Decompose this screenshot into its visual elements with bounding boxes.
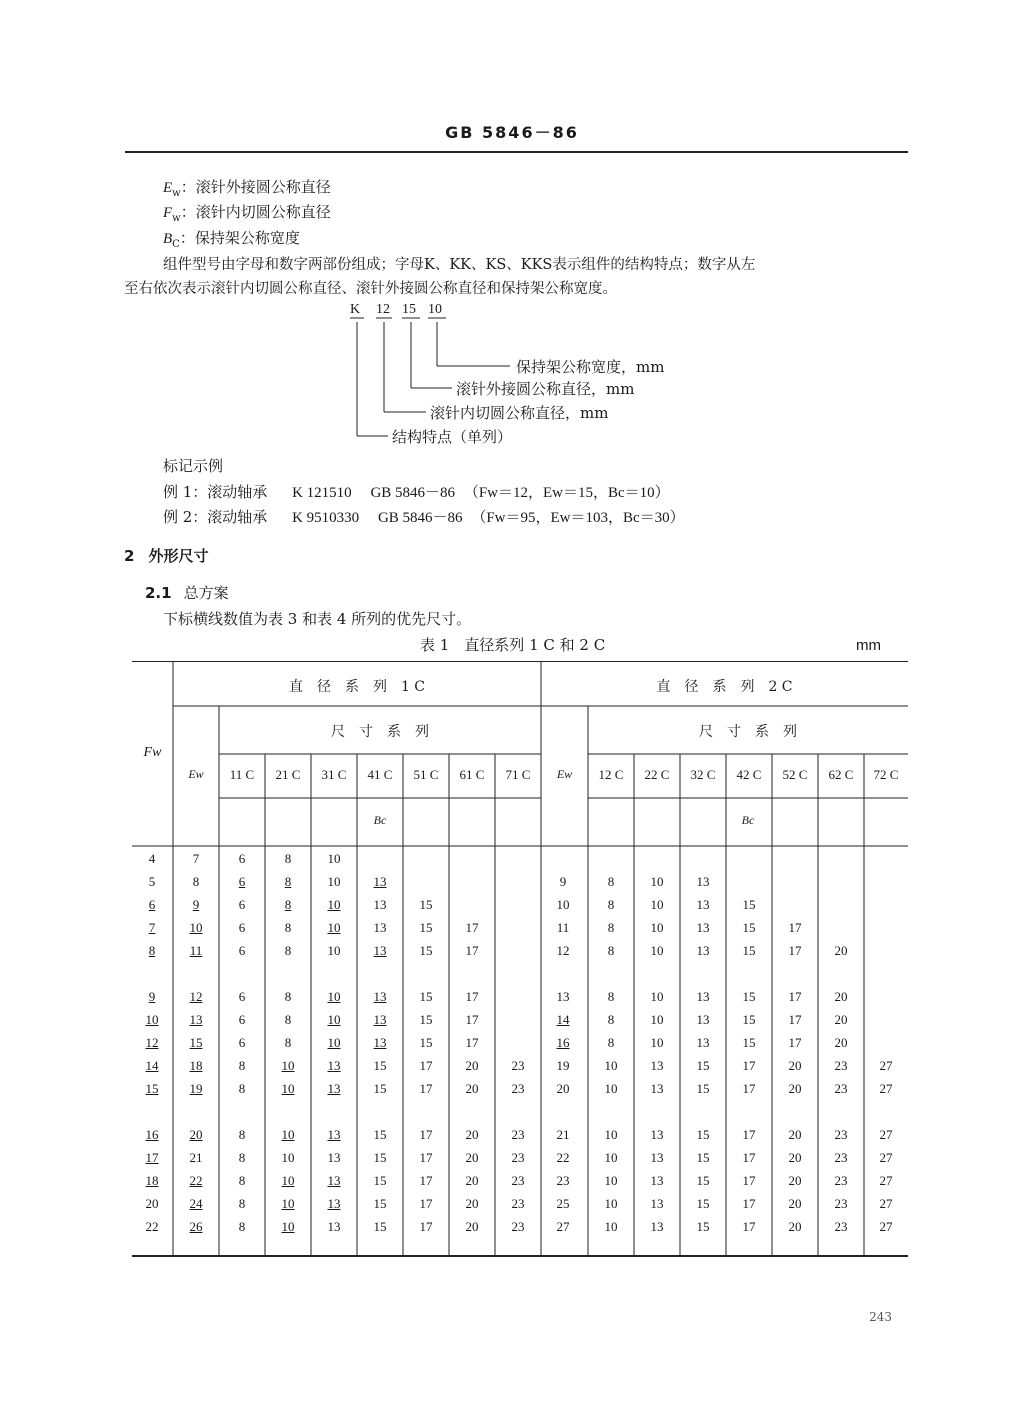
table-cell: 17: [742, 1196, 756, 1211]
table-cell: 8: [238, 1219, 246, 1234]
table-cell: 15: [696, 1196, 710, 1211]
section-number: 2: [124, 547, 135, 565]
table-cell: 20: [465, 1127, 479, 1142]
table-cell: 20: [145, 1196, 159, 1211]
paragraph-line-2: 至右依次表示滚针内切圆公称直径、滚针外接圆公称直径和保持架公称宽度。: [124, 281, 617, 297]
table-cell: 17: [465, 943, 479, 958]
table-cell: 10: [327, 1035, 341, 1050]
table-cell: 15: [373, 1150, 387, 1165]
table-cell: 6: [238, 920, 246, 935]
group2-bc: Bc: [741, 813, 755, 827]
table-cell: 10: [650, 989, 664, 1004]
diagram-label-ew: 滚针外接圆公称直径，mm: [456, 380, 635, 398]
table-cell: 9: [559, 874, 567, 889]
table-cell: 17: [419, 1058, 433, 1073]
table-cell: 20: [788, 1150, 802, 1165]
column-header-g1: 11 C: [229, 767, 255, 782]
column-header-g2: 32 C: [690, 767, 716, 782]
table-cell: 20: [465, 1081, 479, 1096]
table-cell: 13: [327, 1127, 341, 1142]
table-cell: 23: [511, 1173, 525, 1188]
section-title: 总方案: [183, 584, 229, 602]
table-cell: 13: [373, 1012, 387, 1027]
table-cell: 13: [373, 989, 387, 1004]
table-cell: 10: [327, 897, 341, 912]
table-cell: 23: [834, 1219, 848, 1234]
table-cell: 13: [327, 1219, 341, 1234]
table-cell: 13: [373, 897, 387, 912]
definition-bc: [163, 227, 300, 250]
table-cell: 22: [189, 1173, 203, 1188]
table-cell: 8: [284, 874, 292, 889]
table-cell: 17: [742, 1173, 756, 1188]
table-cell: 17: [788, 943, 802, 958]
table-cell: 18: [145, 1173, 159, 1188]
table-cell: 7: [148, 920, 156, 935]
header-rule: [125, 151, 908, 153]
table-cell: 15: [373, 1127, 387, 1142]
table-cell: 17: [788, 1035, 802, 1050]
table-cell: 23: [511, 1058, 525, 1073]
table-cell: 17: [419, 1127, 433, 1142]
size-table: [132, 661, 908, 1257]
table-cell: 13: [373, 920, 387, 935]
table-cell: 17: [145, 1150, 159, 1165]
table-cell: 13: [650, 1081, 664, 1096]
example-standard: GB 5846－86: [377, 510, 463, 526]
table-cell: 15: [696, 1058, 710, 1073]
table-cell: 10: [604, 1150, 618, 1165]
table-cell: 17: [742, 1150, 756, 1165]
table-cell: 12: [189, 989, 203, 1004]
table-cell: 8: [284, 1012, 292, 1027]
table-cell: 17: [788, 1012, 802, 1027]
table-cell: 17: [419, 1219, 433, 1234]
table-cell: 17: [465, 1035, 479, 1050]
table-cell: 10: [327, 874, 341, 889]
table-cell: 6: [238, 851, 246, 866]
table-cell: 15: [742, 920, 756, 935]
definition-symbol: B: [163, 231, 173, 247]
table-cell: 13: [327, 1196, 341, 1211]
table-cell: 6: [238, 1035, 246, 1050]
table-cell: 8: [238, 1081, 246, 1096]
table-cell: 13: [696, 989, 710, 1004]
table-cell: 10: [145, 1012, 159, 1027]
table-cell: 7: [192, 851, 200, 866]
table-cell: 10: [281, 1127, 295, 1142]
column-header-g2: 42 C: [736, 767, 762, 782]
table-cell: 20: [788, 1058, 802, 1073]
page-number: 243: [869, 1310, 892, 1324]
table-cell: 20: [788, 1081, 802, 1096]
example-params: （Fw＝12，Ew＝15，Bc＝10）: [463, 485, 670, 501]
table-cell: 18: [189, 1058, 203, 1073]
definition-text: ：滚针外接圆公称直径: [180, 178, 331, 196]
table-grid: [132, 661, 908, 1257]
example-code: K 121510: [292, 485, 352, 501]
diagram-code-letter: K: [350, 302, 361, 317]
table-cell: 13: [327, 1150, 341, 1165]
section-2-1-heading: [145, 582, 229, 603]
table-cell: 15: [742, 989, 756, 1004]
table-cell: 17: [419, 1196, 433, 1211]
table-cell: 15: [419, 920, 433, 935]
table-cell: 10: [281, 1196, 295, 1211]
table-cell: 27: [879, 1150, 893, 1165]
table-cell: 10: [327, 1012, 341, 1027]
table-cell: 13: [650, 1173, 664, 1188]
table-cell: 20: [465, 1196, 479, 1211]
table-cell: 10: [650, 920, 664, 935]
table-cell: 13: [327, 1173, 341, 1188]
table-cell: 8: [238, 1150, 246, 1165]
table-cell: 13: [650, 1127, 664, 1142]
table-cell: 13: [650, 1219, 664, 1234]
table-cell: 10: [327, 989, 341, 1004]
column-header-g2: 22 C: [644, 767, 670, 782]
table-cell: 8: [284, 943, 292, 958]
table-cell: 22: [556, 1150, 570, 1165]
group1-sub: 尺 寸 系 列: [331, 724, 429, 740]
table-cell: 13: [373, 874, 387, 889]
table-cell: 8: [238, 1127, 246, 1142]
column-header-g1: 31 C: [321, 767, 347, 782]
definition-text: ：滚针内切圆公称直径: [180, 203, 331, 221]
column-header-g1: 61 C: [459, 767, 485, 782]
table-cell: 8: [284, 1035, 292, 1050]
definition-text: ：保持架公称宽度: [179, 229, 300, 247]
table-cell: 13: [189, 1012, 203, 1027]
table-cell: 15: [419, 1035, 433, 1050]
column-header-g1: 41 C: [367, 767, 393, 782]
table-cell: 20: [465, 1173, 479, 1188]
table-cell: 10: [604, 1219, 618, 1234]
table-cell: 10: [556, 897, 570, 912]
table-cell: 6: [238, 874, 246, 889]
table-cell: 8: [192, 874, 200, 889]
table-cell: 8: [148, 943, 156, 958]
table-cell: 8: [284, 851, 292, 866]
table-cell: 20: [788, 1196, 802, 1211]
table-cell: 15: [373, 1219, 387, 1234]
table-cell: 21: [189, 1150, 203, 1165]
table-cell: 20: [465, 1150, 479, 1165]
table-cell: 13: [650, 1058, 664, 1073]
table-cell: 10: [189, 920, 203, 935]
table-cell: 13: [650, 1150, 664, 1165]
table-cell: 13: [696, 943, 710, 958]
table-cell: 13: [556, 989, 570, 1004]
table-cell: 10: [327, 920, 341, 935]
table-cell: 27: [879, 1081, 893, 1096]
table-cell: 6: [238, 989, 246, 1004]
table-cell: 15: [419, 1012, 433, 1027]
table-cell: 6: [148, 897, 156, 912]
table-cell: 27: [556, 1219, 570, 1234]
definition-fw: [163, 201, 331, 224]
diagram-label-bc: 保持架公称宽度，mm: [516, 358, 665, 376]
table-cell: 10: [604, 1081, 618, 1096]
table-cell: 20: [788, 1173, 802, 1188]
example-1: [163, 481, 670, 502]
table-cell: 20: [788, 1219, 802, 1234]
table-cell: 10: [650, 874, 664, 889]
table-cell: 15: [696, 1127, 710, 1142]
table-cell: 8: [284, 989, 292, 1004]
definition-symbol: E: [163, 180, 173, 196]
table-cell: 6: [238, 943, 246, 958]
table-cell: 6: [238, 897, 246, 912]
table-cell: 15: [419, 989, 433, 1004]
table-cell: 8: [284, 897, 292, 912]
table-cell: 17: [465, 1012, 479, 1027]
group1-ew: Ew: [188, 767, 204, 781]
table-caption: 表 1 直径系列 1 C 和 2 C: [420, 636, 606, 654]
example-standard: GB 5846－86: [370, 485, 456, 501]
definition-symbol: F: [163, 205, 173, 221]
group2-ew: Ew: [556, 767, 573, 781]
table-cell: 8: [607, 1035, 615, 1050]
header-title: GB 5846－86: [445, 123, 579, 142]
diagram-label-type: 结构特点（单列）: [392, 428, 513, 446]
table-cell: 10: [604, 1058, 618, 1073]
table-cell: 12: [556, 943, 570, 958]
table-cell: 8: [607, 897, 615, 912]
table-cell: 15: [373, 1173, 387, 1188]
table-cell: 9: [192, 897, 200, 912]
table-cell: 10: [650, 897, 664, 912]
table-cell: 23: [511, 1150, 525, 1165]
example-label: 例 1：滚动轴承: [163, 483, 268, 501]
table-cell: 15: [742, 943, 756, 958]
table-cell: 10: [281, 1058, 295, 1073]
table-cell: 27: [879, 1058, 893, 1073]
table-cell: 10: [281, 1081, 295, 1096]
examples-title: 标记示例: [163, 457, 224, 475]
table-cell: 23: [834, 1127, 848, 1142]
table-cell: 8: [238, 1196, 246, 1211]
table-cell: 15: [145, 1081, 159, 1096]
table-cell: 13: [696, 874, 710, 889]
column-header-g2: 62 C: [828, 767, 854, 782]
table-cell: 19: [556, 1058, 570, 1073]
table-cell: 20: [834, 1012, 848, 1027]
table-cell: 17: [465, 989, 479, 1004]
table-cell: 13: [327, 1081, 341, 1096]
table-cell: 16: [556, 1035, 570, 1050]
table-cell: 23: [834, 1058, 848, 1073]
column-header-g1: 51 C: [413, 767, 439, 782]
table-cell: 27: [879, 1219, 893, 1234]
table-cell: 15: [696, 1173, 710, 1188]
table-cell: 23: [511, 1219, 525, 1234]
table-cell: 8: [607, 1012, 615, 1027]
table-cell: 23: [834, 1173, 848, 1188]
group1-bc: Bc: [373, 813, 387, 827]
table-cell: 10: [650, 943, 664, 958]
table-cell: 15: [373, 1058, 387, 1073]
table-cell: 21: [556, 1127, 570, 1142]
table-cell: 10: [604, 1173, 618, 1188]
table-cell: 13: [696, 1035, 710, 1050]
table-cell: 10: [281, 1219, 295, 1234]
example-params: （Fw＝95，Ew＝103，Bc＝30）: [471, 510, 685, 526]
table-cell: 15: [742, 897, 756, 912]
column-header-g2: 52 C: [782, 767, 808, 782]
table-cell: 15: [742, 1012, 756, 1027]
example-label: 例 2：滚动轴承: [163, 508, 268, 526]
table-cell: 23: [834, 1196, 848, 1211]
table-cell: 8: [607, 943, 615, 958]
table-cell: 23: [556, 1173, 570, 1188]
table-cell: 5: [148, 874, 156, 889]
table-cell: 8: [238, 1058, 246, 1073]
column-header-g1: 71 C: [505, 767, 531, 782]
table-cell: 17: [788, 989, 802, 1004]
table-cell: 13: [696, 1012, 710, 1027]
table-unit: mm: [856, 637, 881, 654]
diagram-code-bc: 10: [428, 302, 442, 317]
diagram-label-fw: 滚针内切圆公称直径，mm: [430, 404, 609, 422]
table-cell: 15: [696, 1081, 710, 1096]
table-cell: 23: [834, 1150, 848, 1165]
column-header-g2: 72 C: [873, 767, 899, 782]
table-cell: 26: [189, 1219, 203, 1234]
table-cell: 17: [419, 1173, 433, 1188]
table-cell: 20: [465, 1219, 479, 1234]
section-2-heading: [124, 545, 208, 566]
model-code-diagram: [340, 300, 740, 450]
table-cell: 13: [696, 920, 710, 935]
table-cell: 17: [742, 1081, 756, 1096]
table-cell: 23: [511, 1081, 525, 1096]
table-cell: 15: [419, 943, 433, 958]
table-cell: 10: [650, 1012, 664, 1027]
table-cell: 11: [556, 920, 570, 935]
table-cell: 20: [556, 1081, 570, 1096]
table-cell: 10: [327, 943, 341, 958]
table-cell: 13: [696, 897, 710, 912]
table-cell: 15: [373, 1081, 387, 1096]
table-cell: 9: [148, 989, 156, 1004]
table-cell: 15: [742, 1035, 756, 1050]
section-number: 2.1: [145, 584, 172, 602]
table-cell: 23: [511, 1196, 525, 1211]
group1-title: 直 径 系 列 1 C: [288, 679, 426, 695]
table-cell: 15: [696, 1219, 710, 1234]
table-cell: 20: [189, 1127, 203, 1142]
table-cell: 23: [511, 1127, 525, 1142]
table-cell: 8: [607, 920, 615, 935]
table-cell: 13: [373, 1035, 387, 1050]
table-cell: 14: [556, 1012, 570, 1027]
table-cell: 20: [465, 1058, 479, 1073]
table-cell: 17: [742, 1058, 756, 1073]
table-cell: 22: [145, 1219, 159, 1234]
table-cell: 17: [419, 1081, 433, 1096]
table-cell: 8: [607, 989, 615, 1004]
table-cell: 27: [879, 1196, 893, 1211]
table-cell: 13: [327, 1058, 341, 1073]
table-cell: 10: [327, 851, 341, 866]
definition-ew: [163, 176, 331, 199]
table-cell: 10: [281, 1150, 295, 1165]
diagram-code-ew: 15: [402, 302, 416, 317]
group2-title: 直 径 系 列 2 C: [656, 679, 793, 695]
table-cell: 20: [834, 943, 848, 958]
table-cell: 17: [465, 920, 479, 935]
table-cell: 4: [148, 851, 156, 866]
table-cell: 13: [373, 943, 387, 958]
table-cell: 15: [189, 1035, 203, 1050]
table-cell: 8: [238, 1173, 246, 1188]
column-header-g2: 12 C: [598, 767, 624, 782]
table-cell: 17: [788, 920, 802, 935]
table-cell: 14: [145, 1058, 159, 1073]
table-cell: 10: [281, 1173, 295, 1188]
header-fw: Fw: [143, 745, 162, 760]
diagram-code-fw: 12: [376, 302, 390, 317]
table-cell: 6: [238, 1012, 246, 1027]
table-cell: 15: [419, 897, 433, 912]
table-cell: 27: [879, 1127, 893, 1142]
table-cell: 16: [145, 1127, 159, 1142]
group2-sub: 尺 寸 系 列: [699, 724, 797, 740]
table-cell: 10: [604, 1196, 618, 1211]
table-cell: 20: [834, 1035, 848, 1050]
table-cell: 10: [604, 1127, 618, 1142]
table-cell: 17: [742, 1127, 756, 1142]
definition-subscript: w: [172, 188, 181, 199]
table-cell: 15: [373, 1196, 387, 1211]
table-cell: 15: [696, 1150, 710, 1165]
table-cell: 20: [788, 1127, 802, 1142]
definition-subscript: C: [172, 239, 180, 250]
example-code: K 9510330: [292, 510, 360, 526]
table-cell: 10: [650, 1035, 664, 1050]
section-title: 外形尺寸: [148, 547, 209, 565]
column-header-g1: 21 C: [275, 767, 301, 782]
table-cell: 23: [834, 1081, 848, 1096]
underline-note: 下标横线数值为表 3 和表 4 所列的优先尺寸。: [163, 610, 472, 628]
table-cell: 17: [742, 1219, 756, 1234]
table-cell: 8: [607, 874, 615, 889]
table-cell: 11: [189, 943, 203, 958]
example-2: [163, 506, 685, 527]
paragraph-line-1: 组件型号由字母和数字两部份组成；字母K、KK、KS、KKS表示组件的结构特点；数字从左: [163, 257, 756, 273]
table-cell: 8: [284, 920, 292, 935]
table-cell: 24: [189, 1196, 203, 1211]
table-cell: 20: [834, 989, 848, 1004]
table-cell: 17: [419, 1150, 433, 1165]
table-cell: 13: [650, 1196, 664, 1211]
table-cell: 12: [145, 1035, 159, 1050]
table-cell: 19: [189, 1081, 203, 1096]
definition-subscript: w: [172, 213, 181, 224]
table-cell: 27: [879, 1173, 893, 1188]
table-cell: 25: [556, 1196, 570, 1211]
